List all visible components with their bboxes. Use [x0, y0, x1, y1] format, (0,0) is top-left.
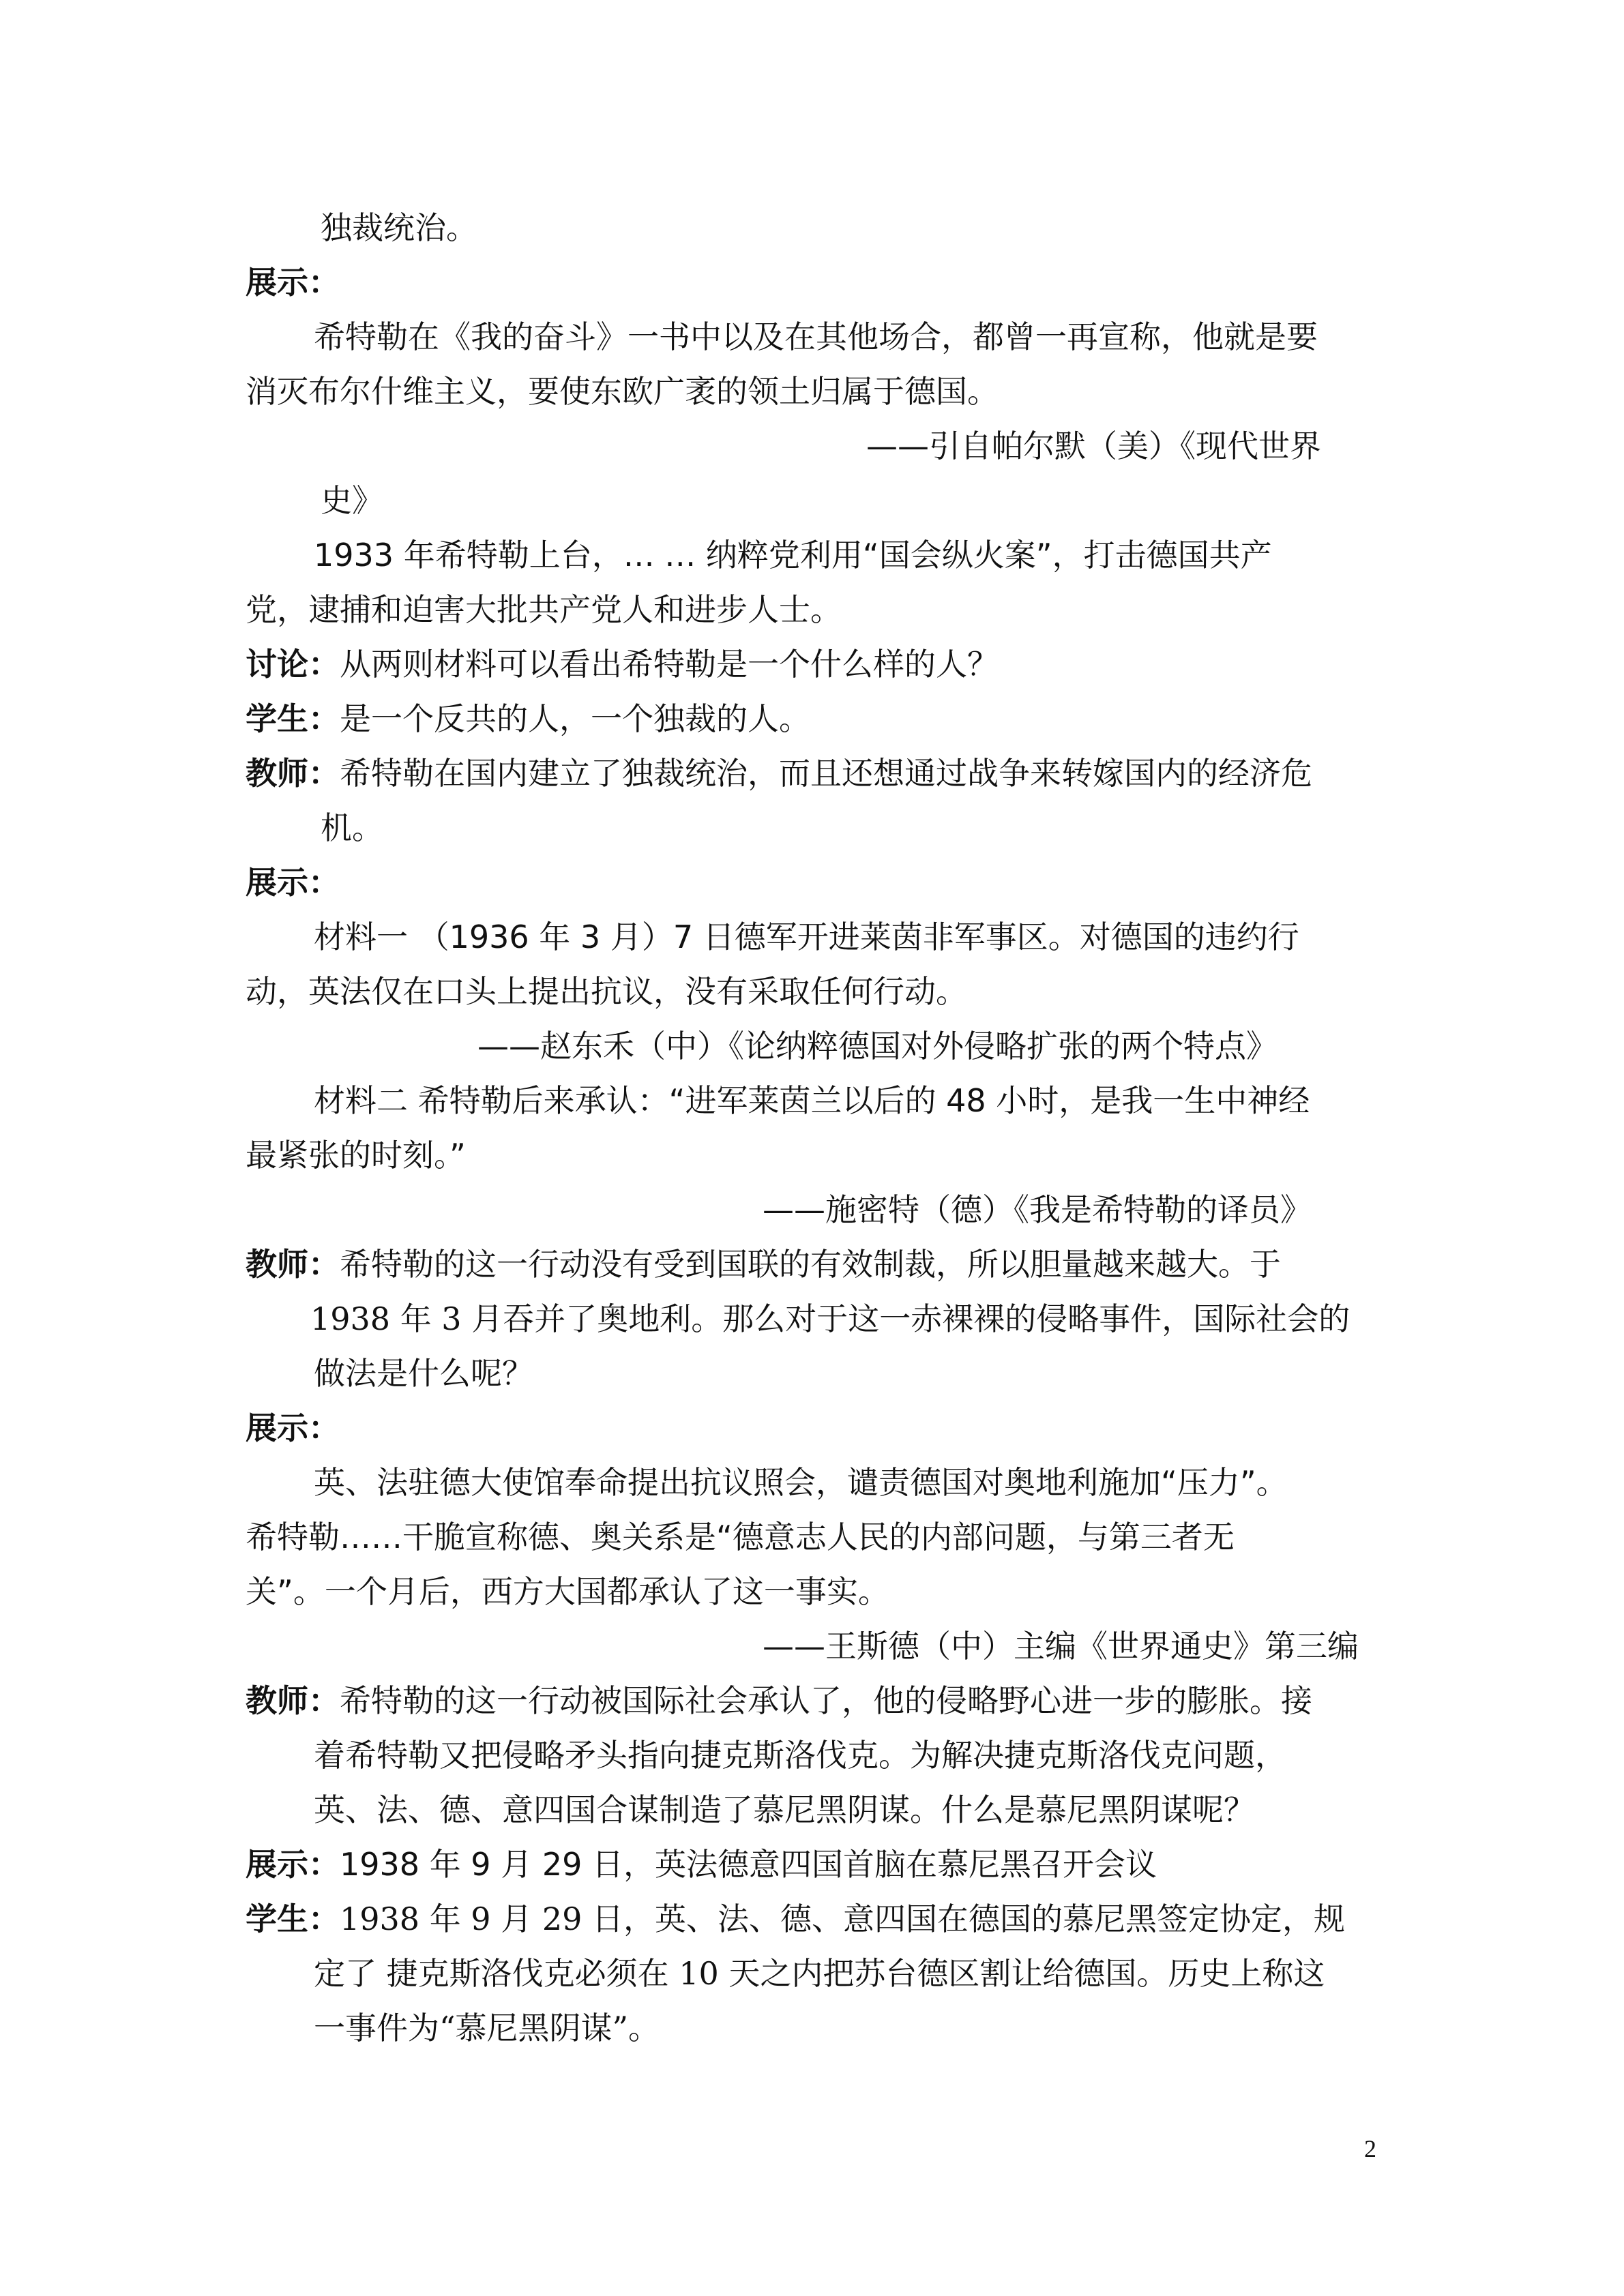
dialogue-text: 1938 年 9 月 29 日，英法德意四国首脑在慕尼黑召开会议	[340, 1846, 1157, 1883]
page-number: 2	[1364, 2135, 1376, 2162]
dialogue-text: 1938 年 9 月 29 日，英、法、德、意四国在德国的慕尼黑签定协定，规	[340, 1900, 1345, 1937]
citation: 史》	[321, 482, 383, 519]
text-line: 机。	[321, 809, 383, 846]
speaker-label: 展示：	[246, 1846, 340, 1883]
text-line: 1938 年 3 月吞并了奥地利。那么对于这一赤裸裸的侵略事件，国际社会的	[310, 1300, 1350, 1337]
section-label: 展示：	[246, 1410, 340, 1446]
citation: ——王斯德（中）主编《世界通史》第三编	[763, 1628, 1359, 1665]
dialogue-line	[246, 1898, 1345, 1940]
text-line: 独裁统治。	[321, 209, 477, 246]
dialogue-text: 希特勒在国内建立了独裁统治，而且还想通过战争来转嫁国内的经济危	[340, 755, 1312, 792]
dialogue-text: 从两则材料可以看出希特勒是一个什么样的人？	[340, 646, 999, 683]
text-line: 材料一 （1936 年 3 月）7 日德军开进莱茵非军事区。对德国的违约行	[314, 919, 1299, 955]
section-label: 展示：	[246, 864, 340, 901]
text-line: 最紧张的时刻。”	[246, 1137, 466, 1174]
speaker-label: 学生：	[246, 700, 340, 737]
text-line: 希特勒在《我的奋斗》一书中以及在其他场合，都曾一再宣称，他就是要	[314, 318, 1318, 355]
text-line: 希特勒……干脆宣称德、奥关系是“德意志人民的内部问题，与第三者无	[246, 1519, 1235, 1555]
text-line: 英、法驻德大使馆奉命提出抗议照会，谴责德国对奥地利施加“压力”。	[314, 1464, 1288, 1501]
text-line: 材料二 希特勒后来承认：“进军莱茵兰以后的 48 小时，是我一生中神经	[314, 1082, 1310, 1119]
citation: ——引自帕尔默（美）《现代世界	[866, 428, 1321, 464]
dialogue-line	[246, 698, 810, 740]
dialogue-text: 是一个反共的人，一个独裁的人。	[340, 700, 810, 737]
speaker-label: 讨论：	[246, 646, 340, 683]
citation: ——赵东禾（中）《论纳粹德国对外侵略扩张的两个特点》	[477, 1028, 1278, 1064]
section-label: 展示：	[246, 264, 340, 301]
dialogue-line	[246, 1244, 1281, 1285]
text-line: 做法是什么呢？	[314, 1355, 533, 1392]
text-line: 动，英法仅在口头上提出抗议，没有采取任何行动。	[246, 973, 967, 1010]
text-line: 消灭布尔什维主义，要使东欧广袤的领土归属于德国。	[246, 373, 999, 410]
speaker-label: 教师：	[246, 1246, 340, 1283]
dialogue-text: 希特勒的这一行动被国际社会承认了，他的侵略野心进一步的膨胀。接	[340, 1682, 1312, 1719]
speaker-label: 教师：	[246, 1682, 340, 1719]
speaker-label: 学生：	[246, 1900, 340, 1937]
text-line: 关”。一个月后，西方大国都承认了这一事实。	[246, 1573, 889, 1610]
dialogue-line	[246, 1680, 1312, 1722]
dialogue-line	[246, 1844, 1157, 1885]
dialogue-line	[246, 644, 999, 685]
text-line: 着希特勒又把侵略矛头指向捷克斯洛伐克。为解决捷克斯洛伐克问题，	[314, 1737, 1286, 1774]
text-line: 定了 捷克斯洛伐克必须在 10 天之内把苏台德区割让给德国。历史上称这	[314, 1955, 1325, 1992]
dialogue-text: 希特勒的这一行动没有受到国联的有效制裁，所以胆量越来越大。于	[340, 1246, 1281, 1283]
speaker-label: 教师：	[246, 755, 340, 792]
text-line: 一事件为“慕尼黑阴谋”。	[314, 2010, 660, 2046]
text-line: 1933 年希特勒上台，… … 纳粹党利用“国会纵火案”，打击德国共产	[314, 537, 1272, 573]
text-line: 党，逮捕和迫害大批共产党人和进步人士。	[246, 591, 842, 628]
text-line: 英、法、德、意四国合谋制造了慕尼黑阴谋。什么是慕尼黑阴谋呢？	[314, 1791, 1255, 1828]
citation: ——施密特（德）《我是希特勒的译员》	[763, 1191, 1312, 1228]
dialogue-line	[246, 753, 1312, 794]
